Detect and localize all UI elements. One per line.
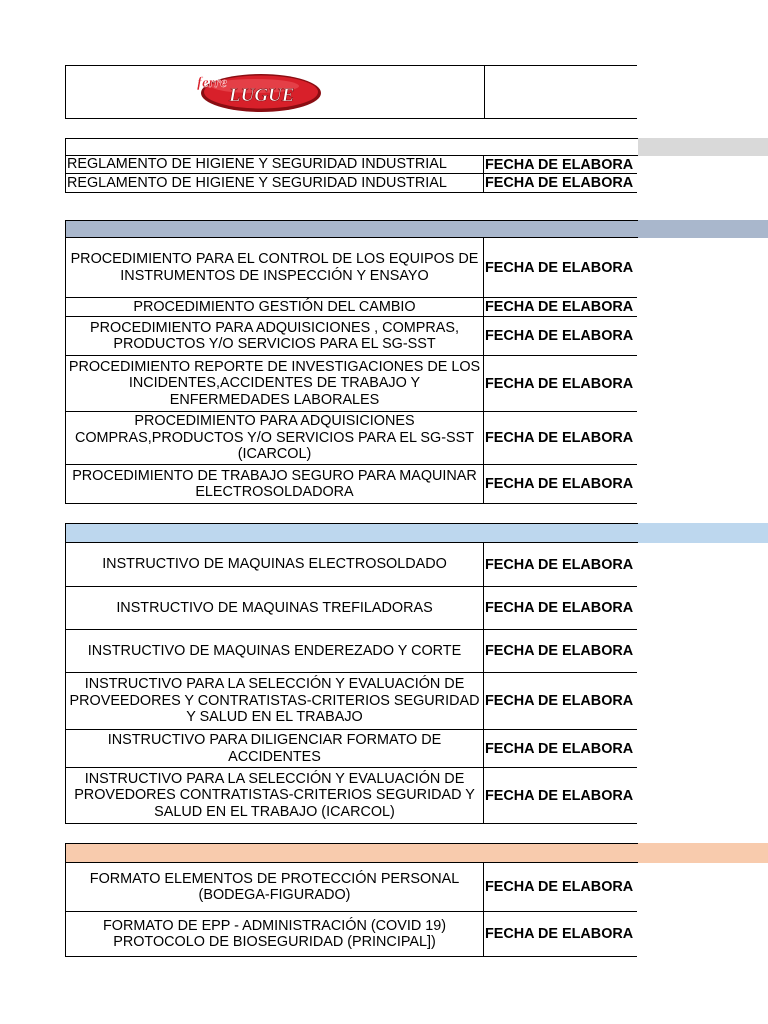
table-row (66, 912, 637, 957)
date-label: FECHA DE ELABORA (485, 299, 634, 315)
section-reglamentos (65, 138, 768, 193)
date-label: FECHA DE ELABORA (485, 693, 634, 709)
table-row (66, 465, 637, 504)
table-row (66, 863, 637, 912)
document-name: FORMATO DE EPP - ADMINISTRACIÓN (COVID 19) PROTOCOLO DE BIOSEGURIDAD (PRINCIPAL]) (66, 912, 484, 956)
section-band (65, 220, 768, 238)
section-band-fill (638, 220, 768, 238)
document-name: INSTRUCTIVO PARA DILIGENCIAR FORMATO DE ACCIDENTES (66, 730, 484, 767)
date-label: FECHA DE ELABORA (485, 375, 634, 392)
table-row (66, 768, 637, 824)
date-label: FECHA DE ELABORA (485, 156, 634, 173)
date-label: FECHA DE ELABORA (485, 787, 634, 804)
date-label: FECHA DE ELABORA (485, 740, 634, 757)
document-name: PROCEDIMIENTO PARA ADQUISICIONES COMPRAS,PRODUCTOS Y/O SERVICIOS PARA EL SG-SST (ICARCOL) (66, 412, 484, 464)
section-band (65, 523, 768, 543)
table-row (66, 412, 637, 465)
document-name: REGLAMENTO DE HIGIENE Y SEGURIDAD INDUSTRIAL (66, 174, 484, 192)
date-label: FECHA DE ELABORA (485, 430, 634, 446)
section-band-fill (638, 138, 768, 156)
logo-text-main: LUGUE (229, 85, 295, 106)
date-label: FECHA DE ELABORA (485, 476, 634, 492)
section-band (65, 138, 768, 156)
table-row (66, 356, 637, 412)
section-band-fill (638, 843, 768, 863)
section-instructivos (65, 523, 768, 824)
document-header (65, 65, 637, 119)
section-band-fill (638, 523, 768, 543)
table-row (66, 730, 637, 768)
document-name: INSTRUCTIVO DE MAQUINAS TREFILADORAS (66, 587, 484, 629)
header-divider (484, 66, 485, 118)
document-name: PROCEDIMIENTO GESTIÓN DEL CAMBIO (66, 298, 484, 316)
date-label: FECHA DE ELABORA (485, 556, 634, 573)
date-label: FECHA DE ELABORA (485, 175, 634, 191)
ferre-lugue-logo (193, 71, 325, 113)
date-label: FECHA DE ELABORA (485, 600, 634, 616)
document-name: REGLAMENTO DE HIGIENE Y SEGURIDAD INDUSTRIAL (66, 156, 484, 173)
document-name: INSTRUCTIVO PARA LA SELECCIÓN Y EVALUACIÓN DE PROVEEDORES Y CONTRATISTAS-CRITERIOS SEGURIDAD Y SALUD EN EL TRABAJO (66, 673, 484, 729)
table-row (66, 543, 637, 587)
section-band (65, 843, 768, 863)
logo-text-top: ferre (197, 75, 227, 91)
table-row (66, 317, 637, 356)
document-name: PROCEDIMIENTO REPORTE DE INVESTIGACIONES DE LOS INCIDENTES,ACCIDENTES DE TRABAJO Y ENFERMEDADES LABORALES (66, 356, 484, 411)
document-name: FORMATO ELEMENTOS DE PROTECCIÓN PERSONAL (BODEGA-FIGURADO) (66, 863, 484, 911)
table-row (66, 298, 637, 317)
table-row (66, 174, 637, 193)
table-row (66, 156, 637, 174)
document-name: PROCEDIMIENTO DE TRABAJO SEGURO PARA MAQUINAR ELECTROSOLDADORA (66, 465, 484, 503)
document-name: INSTRUCTIVO DE MAQUINAS ELECTROSOLDADO (66, 543, 484, 586)
document-name: INSTRUCTIVO DE MAQUINAS ENDEREZADO Y CORTE (66, 630, 484, 672)
date-label: FECHA DE ELABORA (485, 259, 634, 276)
document-name: INSTRUCTIVO PARA LA SELECCIÓN Y EVALUACIÓN DE PROVEDORES CONTRATISTAS-CRITERIOS SEGURIDAD Y SALUD EN EL TRABAJO (ICARCOL) (66, 768, 484, 823)
table-row (66, 673, 637, 730)
document-name: PROCEDIMIENTO PARA EL CONTROL DE LOS EQUIPOS DE INSTRUMENTOS DE INSPECCIÓN Y ENSAYO (66, 238, 484, 297)
section-formatos (65, 843, 768, 957)
table-row (66, 630, 637, 673)
date-label: FECHA DE ELABORA (485, 926, 634, 942)
document-name: PROCEDIMIENTO PARA ADQUISICIONES , COMPRAS, PRODUCTOS Y/O SERVICIOS PARA EL SG-SST (66, 317, 484, 355)
section-procedimientos (65, 220, 768, 504)
table-row (66, 587, 637, 630)
date-label: FECHA DE ELABORA (485, 643, 634, 659)
table-row (66, 238, 637, 298)
date-label: FECHA DE ELABORA (485, 879, 634, 895)
date-label: FECHA DE ELABORA (485, 328, 634, 344)
